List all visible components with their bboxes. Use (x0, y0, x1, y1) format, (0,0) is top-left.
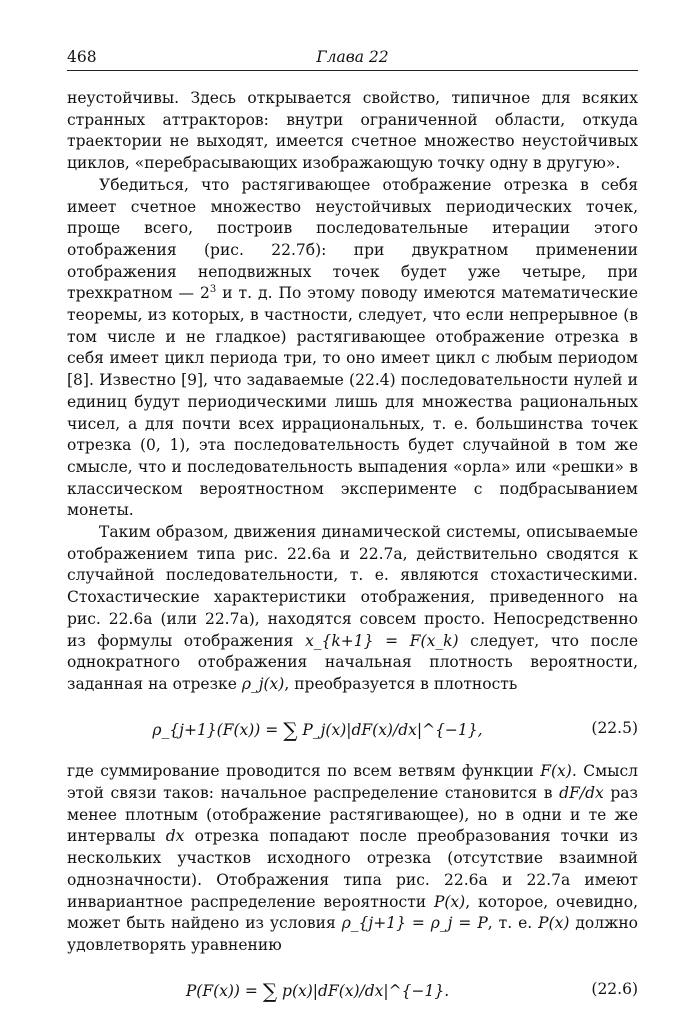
sum-symbol: ∑ (262, 978, 278, 1003)
inline-formula-Px-2: P(x) (538, 914, 570, 933)
equation-22-5-formula (67, 718, 568, 742)
inline-formula-map: x_{k+1} = F(x_k) (305, 631, 459, 650)
paragraph-1: неустойчивы. Здесь открывается свойство, типичное для всяких странных аттракторов: внутри ограниченной области, откуда траектории не выходят, имеется счетное множество неустойчивых циклов, «перебрасывающих изображающую точку одну в другую». (67, 89, 638, 173)
page-number: 468 (67, 48, 97, 66)
equation-22-6-rhs: p(x)|dF(x)/dx|^{−1}. (282, 981, 450, 1000)
paragraph-4 (67, 761, 638, 956)
equation-22-6 (67, 979, 638, 1001)
paragraph-4-text-g: должно удовлетворять уравнению (67, 914, 639, 954)
paragraph-4-text-e: , которое, очевидно, может быть найдено из условия (67, 892, 638, 933)
paragraph-2-text-b: и т. д. По этому поводу имеются математические теоремы, из которых, в частности, следует, что если непрерывное (в том числе и не гладкое) растягивающее отображение отрезка в себя имеет цикл периода три, то оно имеет цикл с любым периодом [8]. Известно [9], что задаваемые (22.4) последовательности нулей и единиц будут периодическими лишь для множества рациональных чисел, а для почти всех иррациональных, т. е. большинства точек отрезка (0, 1), эта последовательность будет случайной в том же смысле, что и последовательность выпадения «орла» или «решки» в классическом вероятностном эксперименте с подбрасыванием монеты. (67, 284, 638, 520)
inline-formula-dFdx: dF/dx (559, 784, 604, 803)
paragraph-4-text-b: . Смысл этой связи таков: начальное распределение становится в (67, 762, 638, 803)
inline-formula-dx: dx (165, 827, 185, 846)
paragraph-4-text-a: где суммирование проводится по всем ветвям функции (67, 762, 541, 781)
paragraph-3-text-c: , преобразуется в плотность (284, 674, 518, 693)
paragraph-2-text-a: Убедиться, что растягивающее отображение отрезка в себя имеет счетное множество неустойчивых периодических точек, проще всего, построив последовательные итерации этого отображения (рис. 22.7б): при двукратном применении отображения неподвижных точек будет уже четыре, при трехкратном — (67, 175, 638, 303)
equation-22-5 (67, 718, 638, 740)
equation-22-5-rhs: P_j(x)|dF(x)/dx|^{−1}, (302, 720, 483, 739)
equation-22-6-formula (67, 979, 568, 1003)
inline-formula-rho: ρ_j(x) (241, 674, 285, 693)
power-exponent: 3 (209, 284, 217, 296)
inline-formula-condition: ρ_{j+1} = ρ_j = P (341, 914, 488, 933)
paragraph-3-text-b: следует, что после однократного отображения начальная плотность вероятности, заданная на отрезке (67, 631, 639, 693)
paragraph-2 (67, 175, 638, 522)
paragraph-4-text-d: отрезка попадают после преобразования точки из нескольких участков исходного отрезка (отсутствие взаимной однозначности). Отображения типа рис. 22.6а и 22.7а имеют инвариантное распределение вероятности (67, 827, 638, 911)
page-body (67, 88, 638, 1022)
sum-symbol: ∑ (283, 717, 298, 742)
equation-22-5-lhs: ρ_{j+1}(F(x)) = (152, 720, 284, 739)
equation-22-6-number: (22.6) (591, 979, 638, 998)
paragraph-3-text-a: Таким образом, движения динамической системы, описываемые отображением типа рис. 22.6а и 22.7а, действительно сводятся к случайной последовательности, т. е. являются стохастическими. Стохастические характеристики отображения, приведенного на рис. 22.6а (или 22.7а), находятся совсем просто. Непосредственно из формулы отображения (67, 523, 638, 650)
inline-formula-Fx: F(x) (540, 762, 572, 781)
paragraph-3 (67, 522, 638, 696)
equation-22-6-lhs: P(F(x)) = (185, 981, 263, 1000)
equation-22-5-number: (22.5) (591, 718, 638, 737)
page-header (67, 46, 638, 71)
chapter-title: Глава 22 (316, 48, 389, 66)
paragraph-4-text-f: , т. е. (487, 914, 539, 933)
inline-formula-Px: P(x) (433, 892, 466, 911)
paragraph-4-text-c: раз менее плотным (отображение растягивающее), но в одни и те же интервалы (67, 784, 638, 846)
power-base: 2 (200, 284, 210, 303)
